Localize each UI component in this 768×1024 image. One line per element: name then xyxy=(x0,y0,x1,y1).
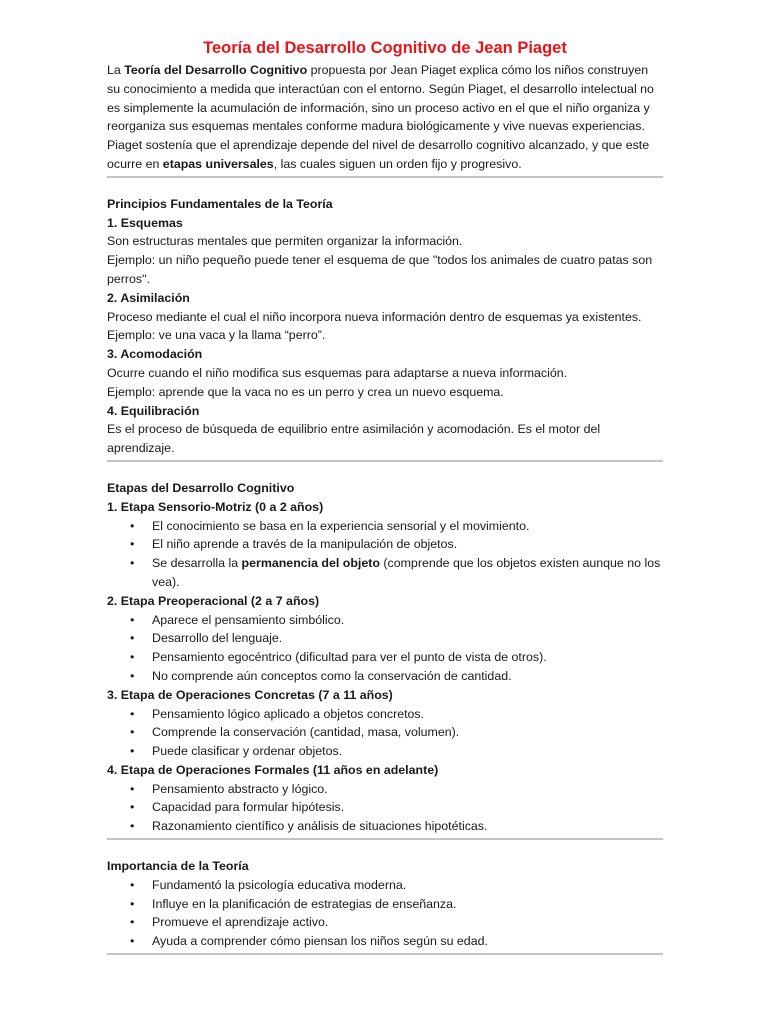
bullet-icon: • xyxy=(130,800,135,815)
bullet-icon: • xyxy=(130,518,135,533)
importance-bullet-list xyxy=(107,876,663,951)
bullet-icon: • xyxy=(130,612,135,627)
list-item xyxy=(107,648,663,667)
list-item-text: El conocimiento se basa en la experiencia sensorial y el movimiento. xyxy=(152,518,530,533)
principle-title: 4. Equilibración xyxy=(107,403,200,418)
document-page xyxy=(107,38,663,972)
stage-title: 4. Etapa de Operaciones Formales (11 años en adelante) xyxy=(107,762,439,777)
list-item-bold: permanencia del objeto xyxy=(241,556,380,571)
list-item xyxy=(107,742,663,761)
section-divider xyxy=(107,838,663,840)
bullet-icon: • xyxy=(130,744,135,759)
bullet-icon: • xyxy=(130,934,135,949)
stage-bullet-list xyxy=(107,780,663,836)
list-item-text: Capacidad para formular hipótesis. xyxy=(152,800,345,815)
list-item-text: Pensamiento lógico aplicado a objetos concretos. xyxy=(152,706,425,721)
list-item xyxy=(107,629,663,648)
stage-title: 3. Etapa de Operaciones Concretas (7 a 11 años) xyxy=(107,687,393,702)
principles-section xyxy=(107,195,663,458)
list-item-text: Influye en la planificación de estrategias de enseñanza. xyxy=(152,896,457,911)
bullet-icon: • xyxy=(130,781,135,796)
list-item-text: Fundamentó la psicología educativa moderna. xyxy=(152,877,407,892)
principle-line: Proceso mediante el cual el niño incorpora nueva información dentro de esquemas ya existentes. xyxy=(107,309,642,324)
bullet-icon: • xyxy=(130,819,135,834)
document-title: Teoría del Desarrollo Cognitivo de Jean Piaget xyxy=(203,39,567,57)
section-divider xyxy=(107,953,663,955)
stage-bullet-list xyxy=(107,705,663,761)
bullet-icon: • xyxy=(130,556,135,571)
list-item-text: Promueve el aprendizaje activo. xyxy=(152,915,329,930)
bullet-icon: • xyxy=(130,896,135,911)
list-item-text: Pensamiento egocéntrico (dificultad para ver el punto de vista de otros). xyxy=(152,650,547,665)
principle-title: 2. Asimilación xyxy=(107,290,190,305)
stages-section xyxy=(107,479,663,836)
list-item-text: Razonamiento científico y análisis de situaciones hipotéticas. xyxy=(152,819,488,834)
list-item xyxy=(107,780,663,799)
bullet-icon: • xyxy=(130,877,135,892)
principle-line: Son estructuras mentales que permiten organizar la información. xyxy=(107,234,463,249)
list-item xyxy=(107,667,663,686)
principle-line: Es el proceso de búsqueda de equilibrio entre asimilación y acomodación. Es el motor del aprendizaje. xyxy=(107,422,601,456)
intro-paragraph xyxy=(107,61,663,174)
bullet-icon: • xyxy=(130,725,135,740)
principle-line: Ejemplo: ve una vaca y la llama “perro”. xyxy=(107,328,326,343)
stage-title: 1. Etapa Sensorio-Motriz (0 a 2 años) xyxy=(107,499,324,514)
list-item xyxy=(107,705,663,724)
list-item xyxy=(107,817,663,836)
list-item xyxy=(107,798,663,817)
intro-bold-1: Teoría del Desarrollo Cognitivo xyxy=(124,63,308,77)
importance-heading: Importancia de la Teoría xyxy=(107,859,249,874)
list-item-text: Aparece el pensamiento simbólico. xyxy=(152,612,345,627)
stage-title: 2. Etapa Preoperacional (2 a 7 años) xyxy=(107,593,320,608)
section-divider xyxy=(107,460,663,462)
list-item xyxy=(107,535,663,554)
list-item-text: Desarrollo del lenguaje. xyxy=(152,631,283,646)
principle-line: Ejemplo: un niño pequeño puede tener el esquema de que "todos los animales de cuatro patas son perros". xyxy=(107,253,653,286)
importance-section xyxy=(107,857,663,951)
principles-heading: Principios Fundamentales de la Teoría xyxy=(107,196,333,211)
bullet-icon: • xyxy=(130,706,135,721)
stage-bullet-list xyxy=(107,517,663,592)
list-item xyxy=(107,611,663,630)
list-item xyxy=(107,723,663,742)
list-item xyxy=(107,517,663,536)
intro-text-2: propuesta por Jean Piaget explica cómo los niños construyen su conocimiento a medida que interactúan con el entorno. Según Piaget, el desarrollo intelectual no es simplemente la acumulación de información, sino un proceso activo en el que el niño organiza y reorganiza sus esquemas mentales conforme madura biológicamente y vive nuevas experiencias. Piaget sostenía que el aprendizaje depende del nivel de desarrollo cognitivo alcanzado, y que este ocurre en xyxy=(107,63,654,171)
principle-line: Ejemplo: aprende que la vaca no es un perro y crea un nuevo esquema. xyxy=(107,384,504,399)
list-item-text: Comprende la conservación (cantidad, masa, volumen). xyxy=(152,725,460,740)
intro-text-1: La xyxy=(107,63,125,77)
list-item-text: Pensamiento abstracto y lógico. xyxy=(152,781,328,796)
principle-title: 3. Acomodación xyxy=(107,347,203,362)
list-item xyxy=(107,913,663,932)
bullet-icon: • xyxy=(130,537,135,552)
list-item-text: No comprende aún conceptos como la conservación de cantidad. xyxy=(152,668,512,683)
principle-line: Ocurre cuando el niño modifica sus esquemas para adaptarse a nueva información. xyxy=(107,365,568,380)
intro-bold-2: etapas universales xyxy=(162,156,274,171)
bullet-icon: • xyxy=(130,668,135,683)
list-item-text: Puede clasificar y ordenar objetos. xyxy=(152,744,343,759)
bullet-icon: • xyxy=(130,650,135,665)
list-item-text: Se desarrolla la xyxy=(152,556,242,571)
section-divider xyxy=(107,176,663,178)
bullet-icon: • xyxy=(130,915,135,930)
list-item xyxy=(107,932,663,951)
stages-heading: Etapas del Desarrollo Cognitivo xyxy=(107,480,295,495)
list-item xyxy=(107,554,663,592)
list-item-text: (comprende que los objetos existen aunque no los vea). xyxy=(152,556,661,589)
intro-text-3: , las cuales siguen un orden fijo y progresivo. xyxy=(273,156,522,171)
list-item xyxy=(107,876,663,895)
list-item-text: El niño aprende a través de la manipulación de objetos. xyxy=(152,537,458,552)
list-item-text: Ayuda a comprender cómo piensan los niños según su edad. xyxy=(152,934,488,949)
principle-title: 1. Esquemas xyxy=(107,215,183,230)
bullet-icon: • xyxy=(130,631,135,646)
stage-bullet-list xyxy=(107,611,663,686)
list-item xyxy=(107,895,663,914)
